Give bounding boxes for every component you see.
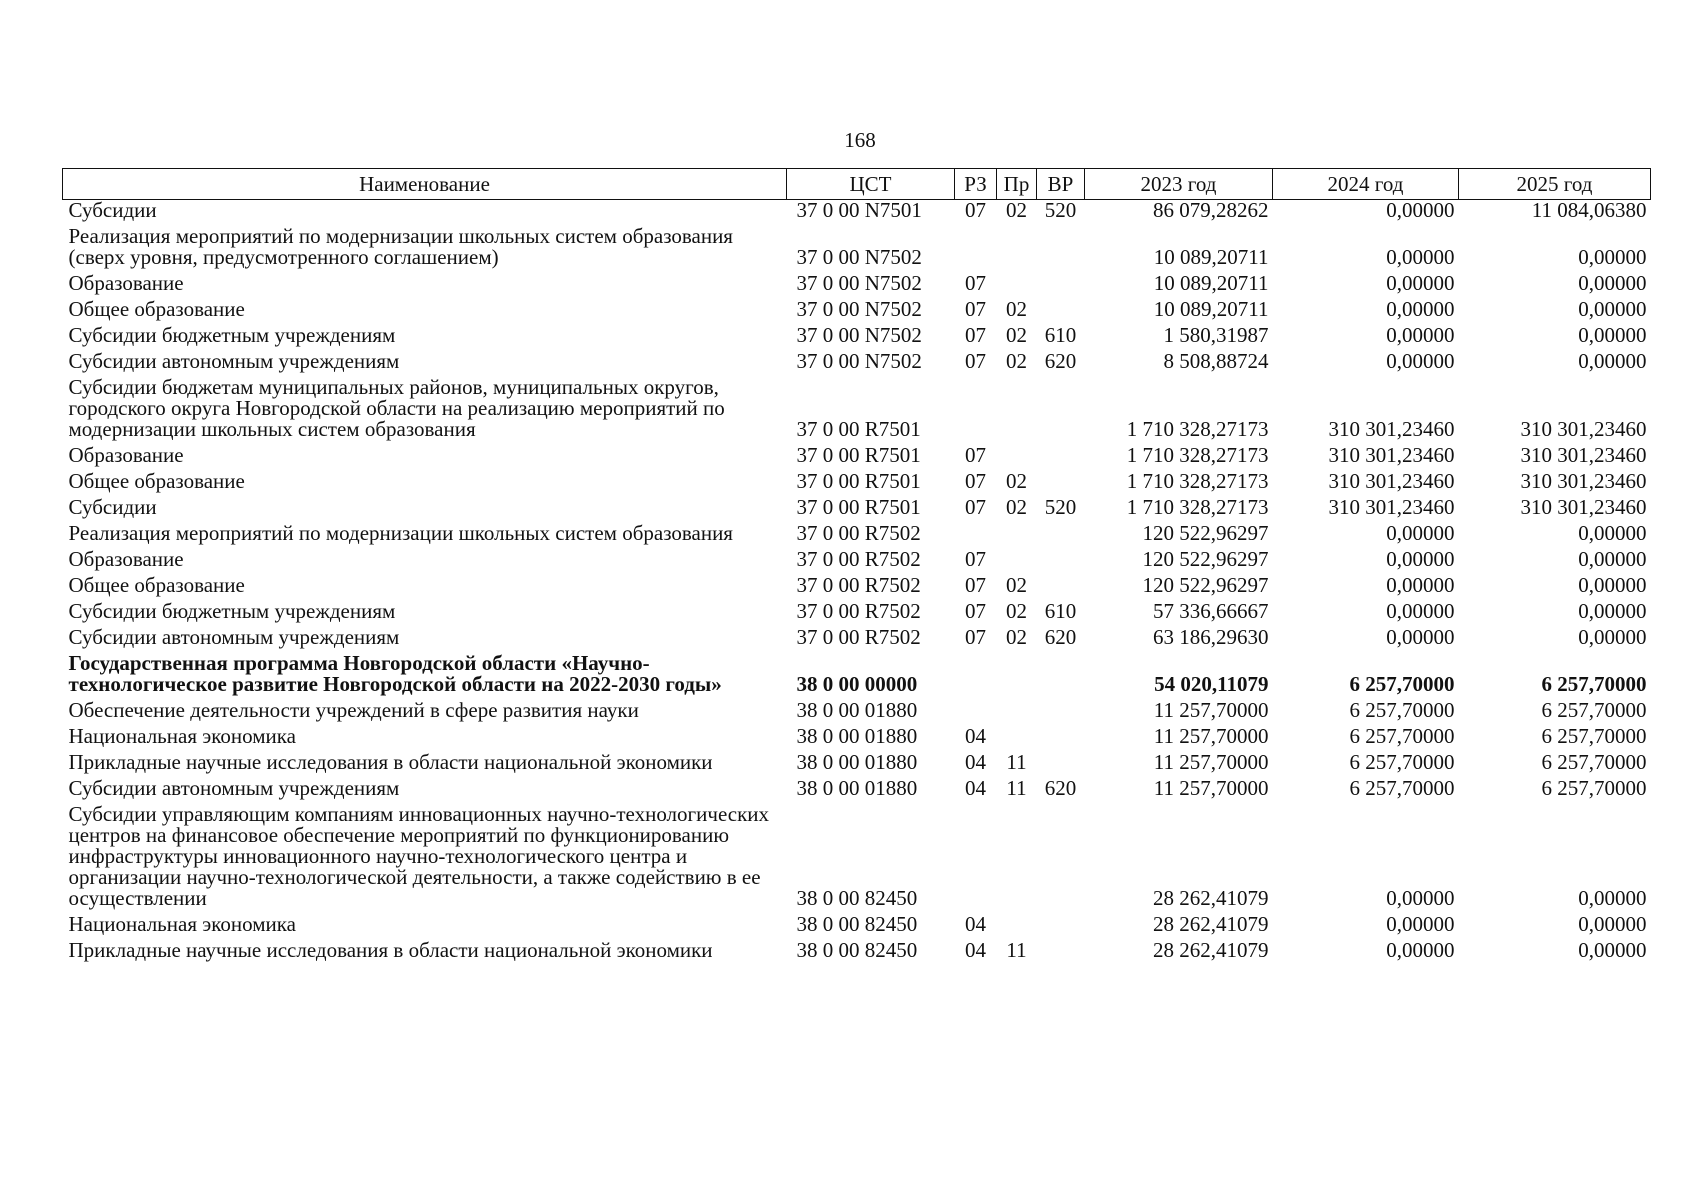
cell-cst: 37 0 00 R7501	[796, 443, 921, 467]
cell-vr	[1037, 273, 1085, 299]
cell-vr	[1037, 653, 1085, 700]
budget-table	[62, 168, 1651, 966]
cell-2023: 54 020,11079	[1154, 672, 1269, 696]
cell-pr: 11	[1006, 938, 1027, 962]
cell-2023: 11 257,70000	[1153, 724, 1269, 748]
cell-name: Субсидии бюджетам муниципальных районов, муниципальных округов, городского округа Новгородской области на реализацию мероприятий по модернизации школьных систем образования	[68, 375, 725, 441]
cell-pr: 02	[1006, 297, 1027, 321]
header-row	[63, 169, 1651, 200]
cell-2025: 0,00000	[1578, 323, 1647, 347]
header-vr: ВР	[1037, 169, 1085, 200]
cell-2025: 0,00000	[1578, 521, 1647, 545]
table-row	[63, 700, 1651, 726]
cell-2023: 28 262,41079	[1153, 886, 1269, 910]
cell-cst: 37 0 00 R7501	[796, 495, 921, 519]
cell-name: Субсидии автономным учреждениям	[68, 349, 400, 373]
table-header	[63, 169, 1651, 200]
cell-2024: 0,00000	[1386, 297, 1455, 321]
cell-2024: 0,00000	[1386, 245, 1455, 269]
cell-rz: 04	[965, 724, 986, 748]
table-row	[63, 653, 1651, 700]
cell-2025: 310 301,23460	[1520, 443, 1647, 467]
cell-cst: 37 0 00 R7501	[796, 469, 921, 493]
cell-cst: 38 0 00 00000	[796, 672, 918, 696]
cell-pr: 02	[1006, 495, 1027, 519]
table-row	[63, 471, 1651, 497]
cell-rz: 04	[965, 912, 986, 936]
cell-2024: 6 257,70000	[1349, 672, 1455, 696]
cell-name: Общее образование	[68, 297, 245, 321]
cell-cst: 37 0 00 N7502	[796, 271, 922, 295]
cell-name: Образование	[68, 443, 184, 467]
table-row	[63, 325, 1651, 351]
cell-name: Реализация мероприятий по модернизации школьных систем образования	[68, 521, 733, 545]
header-2025: 2025 год	[1459, 169, 1651, 200]
cell-2023: 11 257,70000	[1153, 776, 1269, 800]
cell-pr: 11	[1006, 750, 1027, 774]
cell-rz: 04	[965, 750, 986, 774]
cell-vr	[1037, 299, 1085, 325]
cell-2024: 0,00000	[1386, 323, 1455, 347]
table-row	[63, 804, 1651, 914]
cell-name: Государственная программа Новгородской области «Научно-технологическое развитие Новгородской области на 2022-2030 годы»	[68, 651, 722, 696]
cell-cst: 38 0 00 01880	[796, 776, 918, 800]
cell-rz: 07	[965, 443, 986, 467]
cell-pr	[997, 653, 1037, 700]
cell-2023: 10 089,20711	[1153, 271, 1269, 295]
cell-pr	[997, 549, 1037, 575]
cell-2025: 310 301,23460	[1520, 495, 1647, 519]
cell-2025: 0,00000	[1578, 886, 1647, 910]
cell-rz: 07	[965, 198, 986, 222]
cell-cst: 37 0 00 R7502	[796, 573, 921, 597]
cell-rz: 07	[965, 271, 986, 295]
cell-2023: 120 522,96297	[1142, 521, 1269, 545]
cell-vr: 620	[1044, 776, 1077, 800]
table-row	[63, 914, 1651, 940]
table-row	[63, 351, 1651, 377]
cell-vr: 520	[1044, 198, 1077, 222]
cell-2024: 0,00000	[1386, 521, 1455, 545]
cell-2024: 0,00000	[1386, 349, 1455, 373]
cell-2023: 57 336,66667	[1153, 599, 1269, 623]
header-rz: РЗ	[955, 169, 997, 200]
cell-name: Образование	[68, 547, 184, 571]
cell-cst: 37 0 00 N7502	[796, 297, 922, 321]
cell-vr	[1037, 700, 1085, 726]
cell-2024: 0,00000	[1386, 912, 1455, 936]
cell-2024: 6 257,70000	[1349, 776, 1455, 800]
cell-vr	[1037, 549, 1085, 575]
cell-vr	[1037, 523, 1085, 549]
cell-rz	[955, 226, 997, 273]
cell-cst: 38 0 00 01880	[796, 724, 918, 748]
cell-2024: 0,00000	[1386, 625, 1455, 649]
cell-rz: 07	[965, 469, 986, 493]
cell-2024: 6 257,70000	[1349, 724, 1455, 748]
cell-pr	[997, 804, 1037, 914]
cell-vr	[1037, 445, 1085, 471]
cell-2024: 0,00000	[1386, 886, 1455, 910]
table-row	[63, 299, 1651, 325]
cell-2025: 6 257,70000	[1541, 724, 1647, 748]
header-cst: ЦСТ	[787, 169, 955, 200]
cell-rz	[955, 523, 997, 549]
page-number: 168	[844, 128, 876, 152]
cell-cst: 37 0 00 R7502	[796, 521, 921, 545]
cell-2023: 10 089,20711	[1153, 297, 1269, 321]
cell-2024: 310 301,23460	[1328, 469, 1455, 493]
cell-name: Национальная экономика	[68, 912, 296, 936]
cell-pr	[997, 914, 1037, 940]
cell-vr: 620	[1044, 349, 1077, 373]
cell-pr: 02	[1006, 625, 1027, 649]
table-row	[63, 445, 1651, 471]
cell-rz: 07	[965, 495, 986, 519]
cell-cst: 38 0 00 01880	[796, 698, 918, 722]
cell-2024: 0,00000	[1386, 573, 1455, 597]
cell-2024: 310 301,23460	[1328, 417, 1455, 441]
cell-rz: 07	[965, 625, 986, 649]
cell-pr	[997, 523, 1037, 549]
cell-cst: 37 0 00 R7502	[796, 547, 921, 571]
cell-pr	[997, 726, 1037, 752]
cell-name: Субсидии бюджетным учреждениям	[68, 323, 396, 347]
cell-cst: 37 0 00 R7502	[796, 599, 921, 623]
cell-vr: 520	[1044, 495, 1077, 519]
table-row	[63, 940, 1651, 966]
table-row	[63, 752, 1651, 778]
cell-cst: 37 0 00 N7502	[796, 323, 922, 347]
table-row	[63, 726, 1651, 752]
cell-name: Субсидии управляющим компаниям инновационных научно-технологических центров на финансовое обеспечение мероприятий по функционированию инфраструктуры инновационного научно-технологического центра и организации научно-технологической деятельности, а также содействию в ее осуществлении	[68, 802, 770, 910]
cell-name: Общее образование	[68, 573, 245, 597]
cell-pr	[997, 273, 1037, 299]
cell-2025: 310 301,23460	[1520, 417, 1647, 441]
cell-2025: 0,00000	[1578, 625, 1647, 649]
cell-2023: 11 257,70000	[1153, 698, 1269, 722]
cell-vr	[1037, 752, 1085, 778]
cell-pr: 02	[1006, 599, 1027, 623]
cell-2023: 11 257,70000	[1153, 750, 1269, 774]
cell-vr	[1037, 377, 1085, 445]
cell-2025: 0,00000	[1578, 573, 1647, 597]
cell-rz: 07	[965, 297, 986, 321]
cell-rz: 07	[965, 573, 986, 597]
cell-2025: 0,00000	[1578, 245, 1647, 269]
cell-2024: 0,00000	[1386, 547, 1455, 571]
cell-2025: 6 257,70000	[1541, 776, 1647, 800]
cell-vr: 620	[1044, 625, 1077, 649]
cell-vr	[1037, 940, 1085, 966]
cell-cst: 37 0 00 N7502	[796, 245, 922, 269]
cell-name: Обеспечение деятельности учреждений в сфере развития науки	[68, 698, 639, 722]
cell-2023: 1 580,31987	[1163, 323, 1269, 347]
cell-rz: 07	[965, 323, 986, 347]
cell-pr: 02	[1006, 573, 1027, 597]
cell-rz	[955, 804, 997, 914]
cell-2024: 6 257,70000	[1349, 698, 1455, 722]
cell-vr	[1037, 804, 1085, 914]
cell-rz: 04	[965, 938, 986, 962]
cell-pr	[997, 226, 1037, 273]
cell-2023: 1 710 328,27173	[1126, 417, 1269, 441]
table-row	[63, 778, 1651, 804]
cell-2025: 6 257,70000	[1541, 750, 1647, 774]
cell-2025: 0,00000	[1578, 912, 1647, 936]
cell-name: Прикладные научные исследования в области национальной экономики	[68, 938, 713, 962]
cell-cst: 37 0 00 N7501	[796, 198, 922, 222]
cell-rz: 07	[965, 599, 986, 623]
cell-2024: 310 301,23460	[1328, 443, 1455, 467]
header-2023: 2023 год	[1085, 169, 1273, 200]
cell-name: Субсидии бюджетным учреждениям	[68, 599, 396, 623]
cell-2025: 6 257,70000	[1541, 672, 1647, 696]
cell-cst: 37 0 00 R7501	[796, 417, 921, 441]
header-name: Наименование	[63, 169, 787, 200]
cell-2025: 0,00000	[1578, 599, 1647, 623]
cell-2024: 0,00000	[1386, 938, 1455, 962]
cell-vr	[1037, 914, 1085, 940]
cell-2025: 310 301,23460	[1520, 469, 1647, 493]
cell-2025: 6 257,70000	[1541, 698, 1647, 722]
cell-2023: 63 186,29630	[1153, 625, 1269, 649]
table-row	[63, 200, 1651, 227]
cell-rz	[955, 653, 997, 700]
cell-name: Субсидии автономным учреждениям	[68, 776, 400, 800]
header-pr: Пр	[997, 169, 1037, 200]
cell-name: Национальная экономика	[68, 724, 296, 748]
cell-2024: 0,00000	[1386, 599, 1455, 623]
cell-vr	[1037, 575, 1085, 601]
cell-pr	[997, 445, 1037, 471]
cell-pr: 11	[1006, 776, 1027, 800]
cell-2025: 0,00000	[1578, 349, 1647, 373]
cell-cst: 38 0 00 82450	[796, 886, 918, 910]
cell-pr: 02	[1006, 323, 1027, 347]
cell-2024: 0,00000	[1386, 198, 1455, 222]
cell-pr: 02	[1006, 349, 1027, 373]
cell-rz: 04	[965, 776, 986, 800]
cell-2023: 10 089,20711	[1153, 245, 1269, 269]
cell-2023: 120 522,96297	[1142, 573, 1269, 597]
cell-name: Субсидии	[68, 198, 157, 222]
cell-cst: 37 0 00 R7502	[796, 625, 921, 649]
cell-cst: 38 0 00 01880	[796, 750, 918, 774]
cell-2023: 1 710 328,27173	[1126, 469, 1269, 493]
cell-pr	[997, 377, 1037, 445]
cell-name: Субсидии автономным учреждениям	[68, 625, 400, 649]
cell-2025: 11 084,06380	[1531, 198, 1647, 222]
table-row	[63, 226, 1651, 273]
cell-2023: 1 710 328,27173	[1126, 443, 1269, 467]
cell-2023: 28 262,41079	[1153, 912, 1269, 936]
table-row	[63, 627, 1651, 653]
table-row	[63, 377, 1651, 445]
cell-name: Прикладные научные исследования в области национальной экономики	[68, 750, 713, 774]
cell-name: Образование	[68, 271, 184, 295]
cell-vr	[1037, 726, 1085, 752]
cell-pr: 02	[1006, 469, 1027, 493]
table-row	[63, 273, 1651, 299]
cell-name: Общее образование	[68, 469, 245, 493]
table-row	[63, 497, 1651, 523]
cell-2023: 1 710 328,27173	[1126, 495, 1269, 519]
cell-2024: 6 257,70000	[1349, 750, 1455, 774]
header-2024: 2024 год	[1273, 169, 1459, 200]
cell-2023: 28 262,41079	[1153, 938, 1269, 962]
cell-rz: 07	[965, 547, 986, 571]
table-row	[63, 523, 1651, 549]
cell-2024: 0,00000	[1386, 271, 1455, 295]
cell-2025: 0,00000	[1578, 938, 1647, 962]
cell-name: Реализация мероприятий по модернизации школьных систем образования (сверх уровня, предусмотренного соглашением)	[68, 224, 733, 269]
cell-2023: 86 079,28262	[1153, 198, 1269, 222]
cell-vr	[1037, 226, 1085, 273]
cell-pr	[997, 700, 1037, 726]
cell-pr: 02	[1006, 198, 1027, 222]
cell-rz	[955, 377, 997, 445]
table-row	[63, 575, 1651, 601]
cell-cst: 37 0 00 N7502	[796, 349, 922, 373]
cell-2025: 0,00000	[1578, 271, 1647, 295]
table-row	[63, 601, 1651, 627]
cell-2025: 0,00000	[1578, 547, 1647, 571]
cell-cst: 38 0 00 82450	[796, 938, 918, 962]
cell-2024: 310 301,23460	[1328, 495, 1455, 519]
cell-name: Субсидии	[68, 495, 157, 519]
table-body	[63, 200, 1651, 967]
cell-rz: 07	[965, 349, 986, 373]
cell-cst: 38 0 00 82450	[796, 912, 918, 936]
table-row	[63, 549, 1651, 575]
cell-vr: 610	[1044, 323, 1077, 347]
cell-vr	[1037, 471, 1085, 497]
cell-2023: 8 508,88724	[1163, 349, 1269, 373]
cell-rz	[955, 700, 997, 726]
cell-2023: 120 522,96297	[1142, 547, 1269, 571]
cell-vr: 610	[1044, 599, 1077, 623]
cell-2025: 0,00000	[1578, 297, 1647, 321]
